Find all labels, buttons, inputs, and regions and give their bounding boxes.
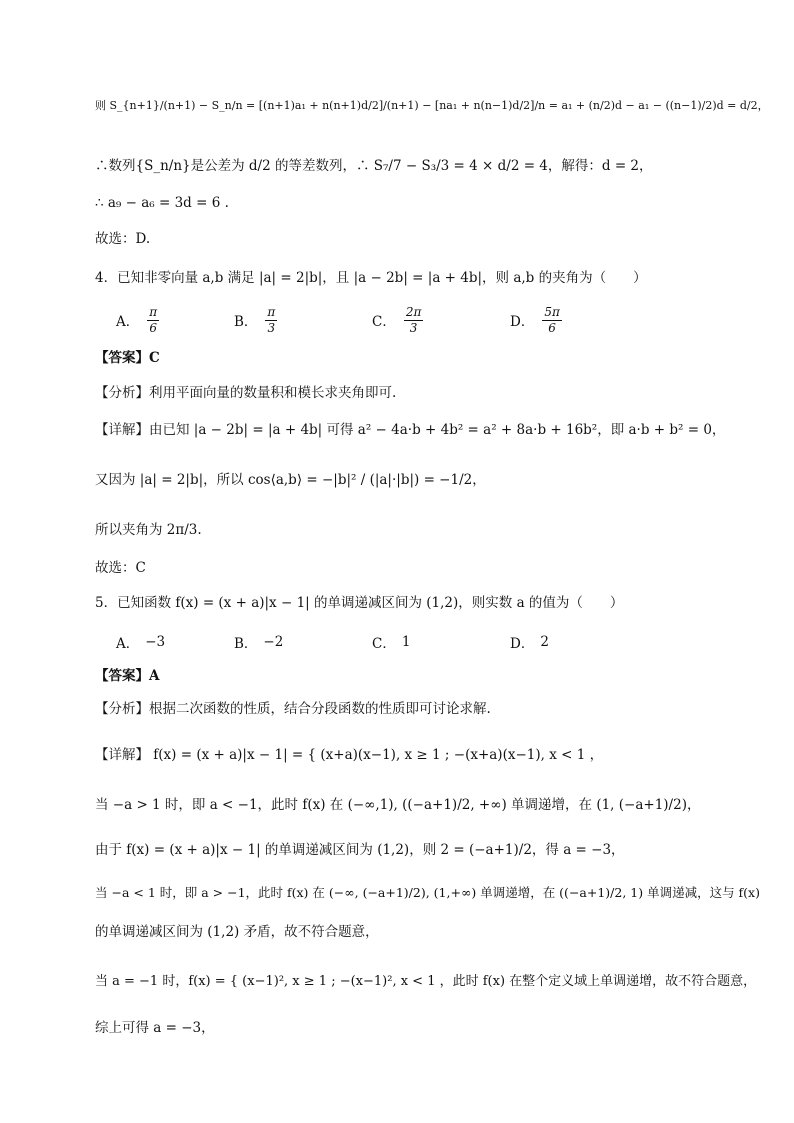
option-c: C． $\frac{2\pi}{3}$ [372, 304, 422, 335]
analysis-4: 【分析】利用平面向量的数量积和模长求夹角即可. [95, 385, 397, 401]
solution-line-3: ∴ a₉ − a₆ = 3d = 6 . [95, 195, 229, 211]
detail-5-line-3: 由于 f(x) = (x + a)|x − 1| 的单调递减区间为 (1,2)，则 2 = (−a+1)/2，得 a = −3， [95, 842, 625, 858]
solution-line-2: ∴数列{S_n/n}是公差为 d/2 的等差数列，∴ S₇/7 − S₃/3 = 4 × d/2 = 4，解得：d = 2， [95, 158, 653, 174]
option-b: B． −2 [234, 634, 284, 652]
detail-5-line-6: 当 a = −1 时，f(x) = { (x−1)², x ≥ 1 ; −(x−1)², x < 1 ，此时 f(x) 在整个定义域上单调递增，故不符合题意， [95, 974, 757, 989]
option-c: C． 1 [372, 634, 411, 652]
detail-5-line-2: 当 −a > 1 时，即 a < −1，此时 f(x) 在 (−∞,1), ((−a+1)/2, +∞) 单调递增，在 (1, (−a+1)/2)， [95, 797, 701, 813]
conclusion-5: 综上可得 a = −3， [95, 1020, 215, 1036]
option-a: A． $\frac{\pi}{6}$ [116, 304, 158, 335]
option-d: D． $\frac{5\pi}{6}$ [510, 304, 560, 335]
option-a: A． −3 [116, 634, 166, 652]
question-4-options [116, 300, 716, 340]
answer-4: 【答案】C [95, 350, 160, 366]
option-d: D． 2 [510, 634, 549, 652]
question-4: 4．已知非零向量 a,b 满足 |a| = 2|b|，且 |a − 2b| = |a + 4b|，则 a,b 的夹角为（ ） [95, 270, 647, 286]
select-answer-4: 故选：C [95, 560, 146, 576]
analysis-5: 【分析】根据二次函数的性质，结合分段函数的性质即可讨论求解. [95, 701, 491, 717]
option-b: B． $\frac{\pi}{3}$ [234, 304, 276, 335]
detail-5-line-1: 【详解】 f(x) = (x + a)|x − 1| = { (x+a)(x−1), x ≥ 1 ; −(x+a)(x−1), x < 1 ， [95, 747, 604, 763]
question-5-options [116, 622, 716, 662]
solution-line-1: 则 S_{n+1}/(n+1) − S_n/n = [(n+1)a₁ + n(n+1)d/2]/(n+1) − [na₁ + n(n−1)d/2]/n = a₁ + (n/2)d − a₁ − ((n−1)/2)d = d/2， [95, 99, 769, 112]
detail-4-line-2: 又因为 |a| = 2|b|，所以 cos⟨a,b⟩ = −|b|² / (|a|·|b|) = −1/2， [95, 472, 486, 488]
detail-4-line-3: 所以夹角为 2π/3. [95, 522, 202, 538]
detail-5-line-4: 当 −a < 1 时，即 a > −1，此时 f(x) 在 (−∞, (−a+1)/2), (1,+∞) 单调递增，在 ((−a+1)/2, 1) 单调递减，这与 f(x) [95, 885, 760, 900]
answer-5: 【答案】A [95, 668, 160, 684]
select-answer-3: 故选：D. [95, 231, 151, 247]
question-5: 5．已知函数 f(x) = (x + a)|x − 1| 的单调递减区间为 (1,2)，则实数 a 的值为（ ） [95, 595, 624, 611]
detail-4-line-1: 【详解】由已知 |a − 2b| = |a + 4b| 可得 a² − 4a·b + 4b² = a² + 8a·b + 16b²，即 a·b + b² = 0， [95, 422, 726, 438]
detail-5-line-5: 的单调递减区间为 (1,2) 矛盾，故不符合题意， [95, 924, 379, 940]
